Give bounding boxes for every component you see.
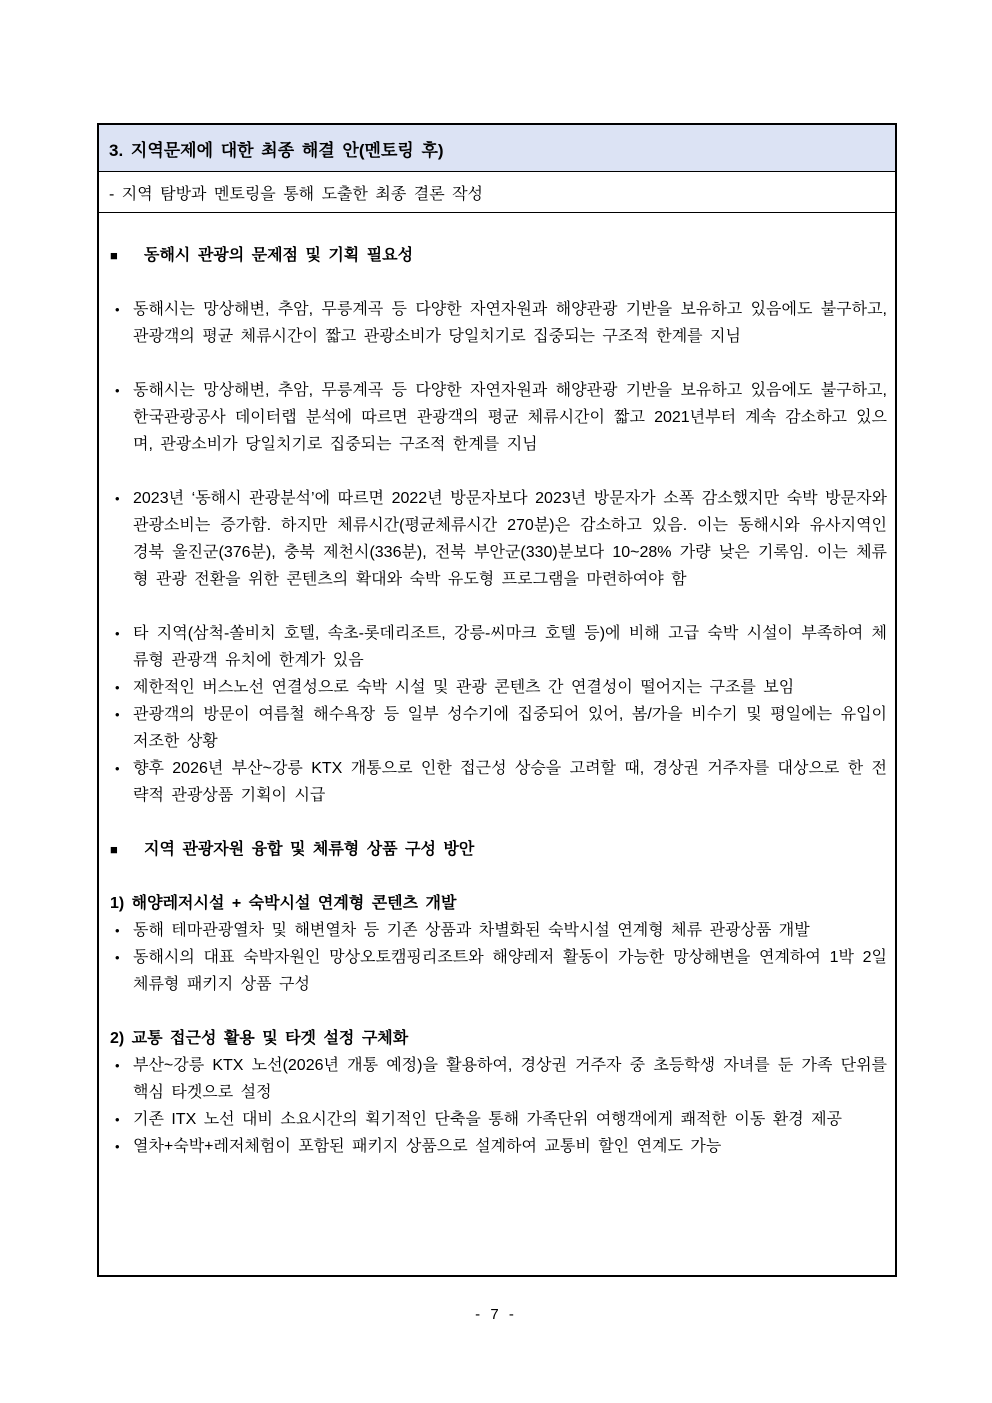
dot-bullet-icon: • xyxy=(115,761,120,776)
section-heading-text: 동해시 관광의 문제점 및 기획 필요성 xyxy=(144,247,414,264)
bullet-item xyxy=(110,485,887,593)
bullet-item xyxy=(110,944,887,998)
dot-bullet-icon: • xyxy=(115,707,120,722)
dot-bullet-icon: • xyxy=(115,1139,120,1154)
bullet-item xyxy=(110,701,887,755)
dot-bullet-icon: • xyxy=(115,680,120,695)
table-content-cell xyxy=(99,213,895,1275)
square-bullet-icon: ■ xyxy=(110,842,118,857)
bullet-text: 기존 ITX 노선 대비 소요시간의 획기적인 단축을 통해 가족단위 여행객에게 쾌적한 이동 환경 제공 xyxy=(133,1111,843,1128)
dot-bullet-icon: • xyxy=(115,1112,120,1127)
bullet-text: 향후 2026년 부산~강릉 KTX 개통으로 인한 접근성 상승을 고려할 때, 경상권 거주자를 대상으로 한 전략적 관광상품 기획이 시급 xyxy=(133,760,887,804)
bullet-text: 동해시는 망상해변, 추암, 무릉계곡 등 다양한 자연자원과 해양관광 기반을 보유하고 있음에도 불구하고, 한국관광공사 데이터랩 분석에 따르면 관광객의 평균 체류시간이 짧고 2021년부터 계속 감소하고 있으며, 관광소비가 당일치기로 집중되는 구조적 한계를 지님 xyxy=(133,382,887,453)
bullet-item xyxy=(110,620,887,674)
bullet-item xyxy=(110,377,887,458)
bullet-text: 동해시의 대표 숙박자원인 망상오토캠핑리조트와 해양레저 활동이 가능한 망상해변을 연계하여 1박 2일 체류형 패키지 상품 구성 xyxy=(133,949,887,993)
bullet-text: 동해 테마관광열차 및 해변열차 등 기존 상품과 차별화된 숙박시설 연계형 체류 관광상품 개발 xyxy=(133,922,810,939)
table-header-row xyxy=(99,125,895,172)
bullet-item xyxy=(110,1133,887,1160)
subsection-heading: 2) 교통 접근성 활용 및 타겟 설정 구체화 xyxy=(110,1030,409,1047)
section-heading xyxy=(110,242,887,269)
square-bullet-icon: ■ xyxy=(110,248,118,263)
bullet-text: 관광객의 방문이 여름철 해수욕장 등 일부 성수기에 집중되어 있어, 봄/가을 비수기 및 평일에는 유입이 저조한 상황 xyxy=(133,706,887,750)
bullet-text: 2023년 ‘동해시 관광분석’에 따르면 2022년 방문자보다 2023년 방문자가 소폭 감소했지만 숙박 방문자와 관광소비는 증가함. 하지만 체류시간(평균체류시간 270분)은 감소하고 있음. 이는 동해시와 유사지역인 경북 울진군(376분), 충북 제천시(336분), 전북 부안군(330)분보다 10~28% 가량 낮은 기록임. 이는 체류형 관광 전환을 위한 콘텐츠의 확대와 숙박 유도형 프로그램을 마련하여야 함 xyxy=(133,490,887,588)
section-heading-text: 지역 관광자원 융합 및 체류형 상품 구성 방안 xyxy=(144,841,475,858)
bullet-text: 열차+숙박+레저체험이 포함된 패키지 상품으로 설계하여 교통비 할인 연계도 가능 xyxy=(133,1138,722,1155)
dot-bullet-icon: • xyxy=(115,383,120,398)
bullet-item xyxy=(110,755,887,809)
table-title: 3. 지역문제에 대한 최종 해결 안(멘토링 후) xyxy=(109,140,444,160)
dot-bullet-icon: • xyxy=(115,302,120,317)
bullet-item xyxy=(110,1052,887,1106)
dot-bullet-icon: • xyxy=(115,950,120,965)
bullet-item xyxy=(110,1106,887,1133)
page-number: - 7 - xyxy=(475,1306,517,1323)
bullet-text: 타 지역(삼척-쏠비치 호텔, 속초-롯데리조트, 강릉-씨마크 호텔 등)에 비해 고급 숙박 시설이 부족하여 체류형 관광객 유치에 한계가 있음 xyxy=(133,625,887,669)
subsection-heading: 1) 해양레저시설 + 숙박시설 연계형 콘텐츠 개발 xyxy=(110,895,457,912)
section-heading xyxy=(110,836,887,863)
dot-bullet-icon: • xyxy=(115,923,120,938)
bullet-item xyxy=(110,674,887,701)
report-table xyxy=(97,123,897,1277)
table-subheader-row xyxy=(99,172,895,213)
dot-bullet-icon: • xyxy=(115,626,120,641)
dot-bullet-icon: • xyxy=(115,491,120,506)
bullet-item xyxy=(110,917,887,944)
bullet-item xyxy=(110,296,887,350)
bullet-text: 동해시는 망상해변, 추암, 무릉계곡 등 다양한 자연자원과 해양관광 기반을 보유하고 있음에도 불구하고, 관광객의 평균 체류시간이 짧고 관광소비가 당일치기로 집중되는 구조적 한계를 지님 xyxy=(133,301,887,345)
table-subtitle: - 지역 탐방과 멘토링을 통해 도출한 최종 결론 작성 xyxy=(109,185,484,203)
bullet-text: 부산~강릉 KTX 노선(2026년 개통 예정)을 활용하여, 경상권 거주자 중 초등학생 자녀를 둔 가족 단위를 핵심 타겟으로 설정 xyxy=(133,1057,887,1101)
bullet-text: 제한적인 버스노선 연결성으로 숙박 시설 및 관광 콘텐츠 간 연결성이 떨어지는 구조를 보임 xyxy=(133,679,795,696)
dot-bullet-icon: • xyxy=(115,1058,120,1073)
